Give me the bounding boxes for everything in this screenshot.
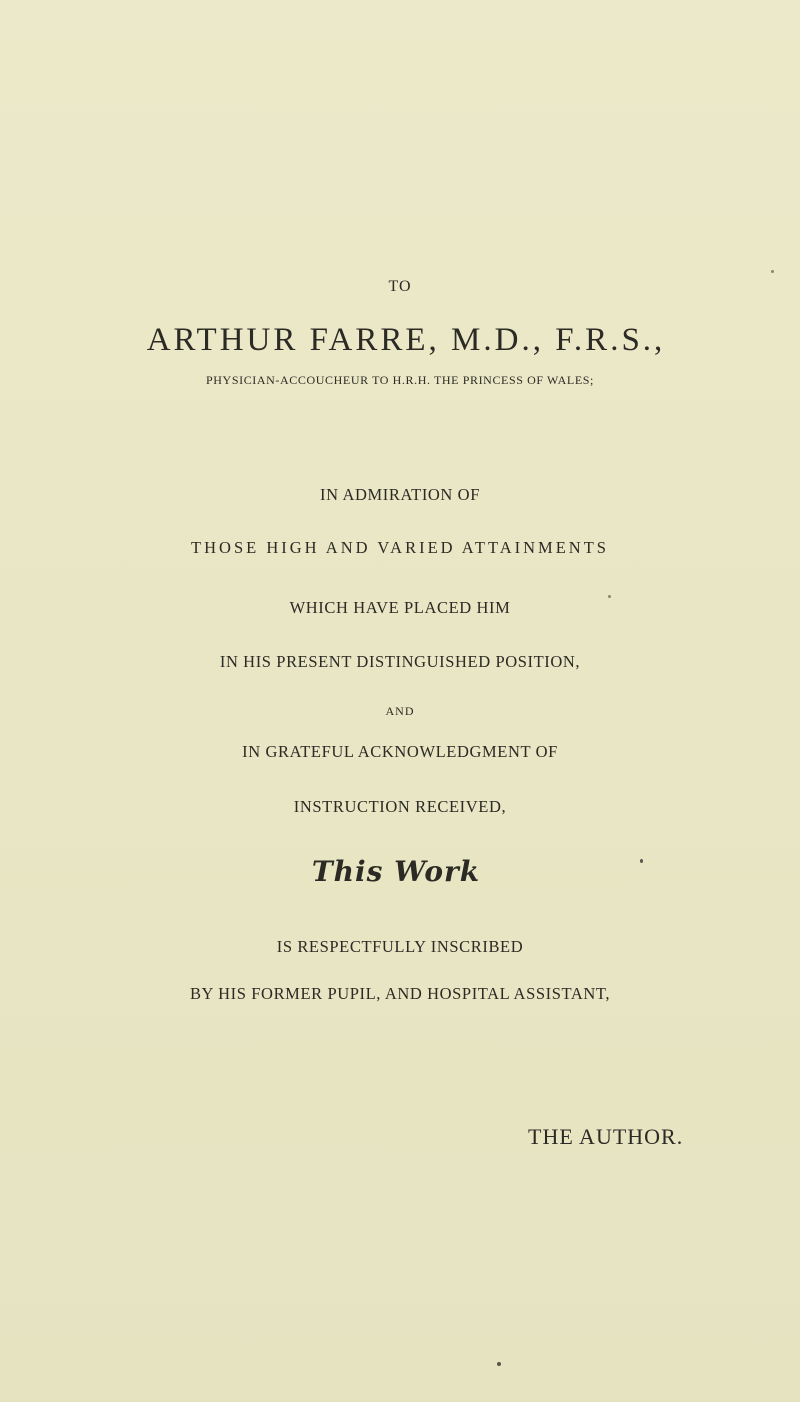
dedication-line-instruction: INSTRUCTION RECEIVED,: [293, 797, 507, 816]
dedication-line-position: IN HIS PRESENT DISTINGUISHED POSITION,: [219, 652, 581, 671]
inscribed-line: IS RESPECTFULLY INSCRIBED: [276, 937, 524, 956]
by-line: BY HIS FORMER PUPIL, AND HOSPITAL ASSISTANT,: [189, 984, 611, 1003]
paper-speck: [640, 859, 643, 863]
paper-speck: [771, 270, 774, 273]
paper-speck: [497, 1362, 501, 1366]
dedication-to: TO: [388, 278, 412, 295]
dedication-line-admiration: IN ADMIRATION OF: [320, 485, 480, 504]
dedication-line-placed-him: WHICH HAVE PLACED HIM: [289, 598, 511, 617]
this-work-blackletter: This Work: [311, 855, 481, 888]
paper-speck: [608, 595, 611, 598]
dedication-line-acknowledgment: IN GRATEFUL ACKNOWLEDGMENT OF: [242, 742, 558, 761]
dedicatee-name: ARTHUR FARRE, M.D., F.R.S.,: [146, 322, 666, 358]
dedicatee-title: PHYSICIAN-ACCOUCHEUR TO H.R.H. THE PRINCESS OF WALES;: [206, 373, 594, 387]
author-signature: THE AUTHOR.: [528, 1124, 684, 1149]
dedication-line-and: AND: [385, 704, 415, 718]
dedication-line-attainments: THOSE HIGH AND VARIED ATTAINMENTS: [191, 538, 609, 557]
